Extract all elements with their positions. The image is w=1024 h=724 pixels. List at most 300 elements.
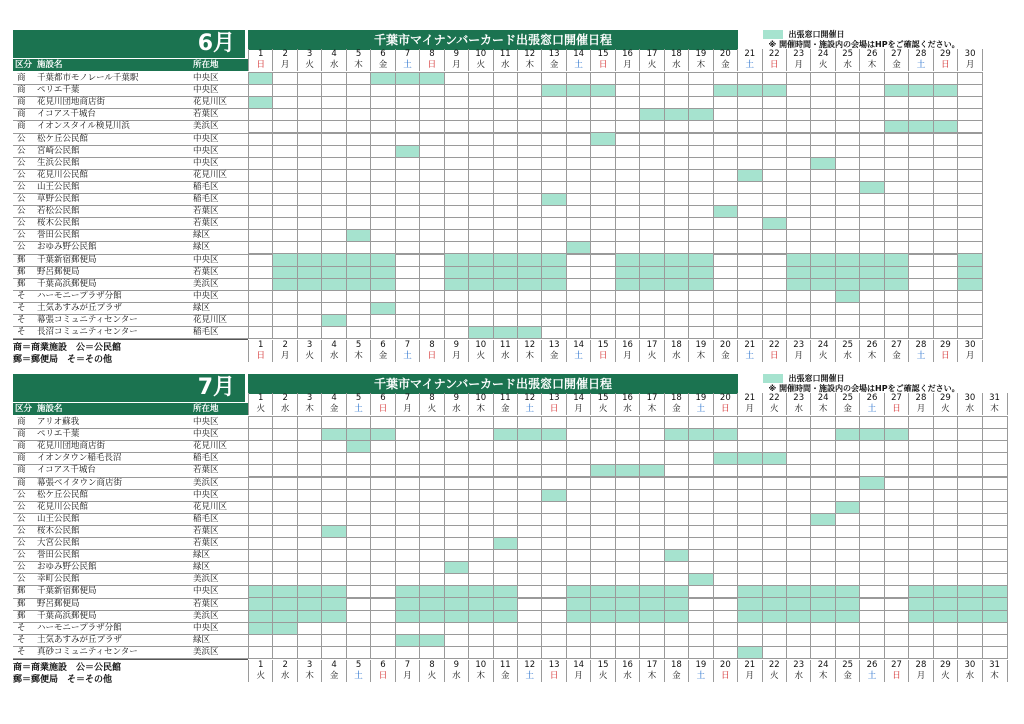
day-cell xyxy=(811,417,835,429)
day-cell xyxy=(860,489,884,501)
facility-row xyxy=(13,646,248,658)
day-cell xyxy=(322,230,346,242)
day-cell xyxy=(860,513,884,525)
day-cell xyxy=(566,169,590,181)
day-cell xyxy=(566,489,590,501)
facility-ward: 美浜区 xyxy=(193,278,219,289)
open-day-cell xyxy=(591,586,615,598)
day-cell xyxy=(664,441,688,453)
open-day-cell xyxy=(811,513,835,525)
day-cell xyxy=(909,73,933,85)
open-day-cell xyxy=(322,429,346,441)
day-cell xyxy=(689,477,713,489)
day-cell xyxy=(762,417,786,429)
day-cell xyxy=(786,121,810,133)
day-cell xyxy=(835,562,859,574)
day-cell xyxy=(566,145,590,157)
day-cell xyxy=(297,157,321,169)
facility-ward: 緑区 xyxy=(193,562,211,573)
weekday: 金 xyxy=(542,351,566,362)
weekday: 金 xyxy=(835,671,859,682)
day-cell xyxy=(762,525,786,537)
day-cell xyxy=(713,525,737,537)
day-number: 18 xyxy=(664,340,688,351)
day-cell xyxy=(958,417,982,429)
day-cell xyxy=(517,465,541,477)
day-number: 4 xyxy=(322,660,346,671)
open-day-cell xyxy=(322,266,346,278)
day-cell xyxy=(591,429,615,441)
weekday: 火 xyxy=(469,351,493,362)
day-cell xyxy=(811,477,835,489)
day-cell xyxy=(762,314,786,326)
day-cell xyxy=(566,157,590,169)
day-cell xyxy=(958,537,982,549)
day-number: 6 xyxy=(371,660,395,671)
day-cell xyxy=(738,489,762,501)
open-day-cell xyxy=(346,429,370,441)
facility-ward: 中央区 xyxy=(193,254,219,265)
day-cell xyxy=(444,206,468,218)
weekday: 土 xyxy=(909,60,933,71)
day-cell xyxy=(884,326,908,338)
weekday: 土 xyxy=(738,351,762,362)
day-cell xyxy=(371,489,395,501)
day-cell xyxy=(933,525,957,537)
day-cell xyxy=(566,206,590,218)
open-day-cell xyxy=(249,610,273,622)
day-cell xyxy=(958,145,983,157)
day-cell xyxy=(762,634,786,646)
facility-row xyxy=(13,169,248,181)
facility-type: 公 xyxy=(17,218,26,229)
facility-name: 誉田公民館 xyxy=(37,550,80,561)
day-cell xyxy=(835,169,859,181)
facility-row xyxy=(13,513,248,525)
day-cell xyxy=(591,574,615,586)
day-cell xyxy=(615,574,639,586)
day-cell xyxy=(664,145,688,157)
day-cell xyxy=(542,181,566,193)
day-cell xyxy=(640,417,664,429)
day-cell xyxy=(420,537,444,549)
day-cell xyxy=(322,465,346,477)
day-cell xyxy=(884,586,908,598)
day-cell xyxy=(835,477,859,489)
day-number: 29 xyxy=(933,660,957,671)
facility-ward: 若葉区 xyxy=(193,465,219,476)
day-cell xyxy=(664,206,688,218)
day-cell xyxy=(591,290,615,302)
day-cell xyxy=(958,73,983,85)
day-cell xyxy=(469,218,493,230)
day-cell xyxy=(371,562,395,574)
open-day-cell xyxy=(542,193,566,205)
day-cell xyxy=(346,646,370,658)
day-cell xyxy=(982,646,1007,658)
day-cell xyxy=(346,326,370,338)
open-day-cell xyxy=(371,302,395,314)
day-cell xyxy=(420,314,444,326)
day-cell xyxy=(249,477,273,489)
day-cell xyxy=(786,441,810,453)
facility-type: そ xyxy=(17,302,26,313)
weekday: 金 xyxy=(713,351,737,362)
facility-type: 公 xyxy=(17,194,26,204)
day-cell xyxy=(982,525,1007,537)
day-cell xyxy=(591,622,615,634)
weekday: 火 xyxy=(933,671,957,682)
day-cell xyxy=(958,562,982,574)
day-cell xyxy=(297,314,321,326)
day-cell xyxy=(811,230,835,242)
day-number: 13 xyxy=(542,340,566,351)
day-cell xyxy=(786,133,810,145)
weekday: 金 xyxy=(493,404,517,415)
day-number: 16 xyxy=(615,660,639,671)
day-cell xyxy=(420,562,444,574)
day-cell xyxy=(884,230,908,242)
day-cell xyxy=(493,525,517,537)
day-cell xyxy=(469,513,493,525)
day-cell xyxy=(958,169,983,181)
day-cell xyxy=(689,417,713,429)
day-cell xyxy=(371,586,395,598)
day-cell xyxy=(835,218,859,230)
open-day-cell xyxy=(371,266,395,278)
day-cell xyxy=(346,489,370,501)
open-day-cell xyxy=(909,85,933,97)
open-day-cell xyxy=(615,465,639,477)
day-cell xyxy=(322,302,346,314)
day-cell xyxy=(835,97,859,109)
day-cell xyxy=(420,230,444,242)
day-cell xyxy=(249,326,273,338)
day-cell xyxy=(689,290,713,302)
weekday: 火 xyxy=(640,351,664,362)
open-day-cell xyxy=(395,145,419,157)
weekday: 日 xyxy=(249,60,273,71)
day-cell xyxy=(566,622,590,634)
day-cell xyxy=(615,525,639,537)
open-day-cell xyxy=(346,230,370,242)
day-cell xyxy=(689,169,713,181)
facility-ward: 花見川区 xyxy=(193,97,228,108)
day-cell xyxy=(591,489,615,501)
day-cell xyxy=(811,133,835,145)
day-cell xyxy=(933,634,957,646)
weekday: 水 xyxy=(615,671,639,682)
open-day-cell xyxy=(664,109,688,121)
day-cell xyxy=(297,465,321,477)
day-cell xyxy=(713,169,737,181)
day-cell xyxy=(517,230,541,242)
day-number: 26 xyxy=(860,393,884,404)
day-cell xyxy=(371,242,395,254)
day-cell xyxy=(713,550,737,562)
day-cell xyxy=(371,121,395,133)
day-cell xyxy=(469,169,493,181)
day-cell xyxy=(860,537,884,549)
day-cell xyxy=(273,453,297,465)
day-number: 23 xyxy=(786,49,810,60)
facility-row xyxy=(13,133,248,145)
day-cell xyxy=(444,121,468,133)
day-cell xyxy=(346,169,370,181)
day-cell xyxy=(640,646,664,658)
weekday: 金 xyxy=(322,671,346,682)
day-cell xyxy=(860,586,884,598)
day-cell xyxy=(469,501,493,513)
open-day-cell xyxy=(958,254,983,266)
open-day-cell xyxy=(591,610,615,622)
day-cell xyxy=(297,477,321,489)
day-cell xyxy=(493,646,517,658)
day-cell xyxy=(346,145,370,157)
day-cell xyxy=(835,513,859,525)
day-number: 25 xyxy=(835,660,859,671)
day-cell xyxy=(517,290,541,302)
day-number: 16 xyxy=(615,393,639,404)
month-label: 6月 xyxy=(13,30,245,58)
day-number: 10 xyxy=(469,393,493,404)
day-cell xyxy=(664,537,688,549)
day-cell xyxy=(884,314,908,326)
day-cell xyxy=(249,278,273,290)
weekday: 木 xyxy=(689,60,713,71)
open-day-cell xyxy=(713,85,737,97)
weekday: 月 xyxy=(958,60,983,71)
day-cell xyxy=(249,634,273,646)
day-cell xyxy=(346,417,370,429)
day-cell xyxy=(762,133,786,145)
weekday: 木 xyxy=(640,671,664,682)
day-cell xyxy=(346,634,370,646)
weekday: 月 xyxy=(273,60,297,71)
day-cell xyxy=(982,574,1007,586)
day-cell xyxy=(664,489,688,501)
weekday: 火 xyxy=(420,671,444,682)
open-day-cell xyxy=(860,181,884,193)
open-day-cell xyxy=(835,501,859,513)
day-cell xyxy=(444,85,468,97)
day-cell xyxy=(835,326,859,338)
day-cell xyxy=(933,537,957,549)
weekday: 月 xyxy=(273,351,297,362)
day-cell xyxy=(297,525,321,537)
weekday: 月 xyxy=(909,404,933,415)
day-cell xyxy=(884,562,908,574)
day-cell xyxy=(322,622,346,634)
day-cell xyxy=(860,97,884,109)
facility-ward: 稲毛区 xyxy=(193,194,219,204)
facility-ward: 緑区 xyxy=(193,550,211,561)
open-day-cell xyxy=(860,477,884,489)
legend-label: 出張窓口開催日 xyxy=(788,374,845,383)
day-cell xyxy=(469,417,493,429)
weekday: 月 xyxy=(615,60,639,71)
day-cell xyxy=(982,441,1007,453)
day-number: 9 xyxy=(444,660,468,671)
open-day-cell xyxy=(738,169,762,181)
day-cell xyxy=(469,646,493,658)
open-day-cell xyxy=(958,586,982,598)
day-cell xyxy=(811,465,835,477)
day-cell xyxy=(469,302,493,314)
day-cell xyxy=(493,157,517,169)
facility-name: 若松公民館 xyxy=(37,206,80,217)
day-cell xyxy=(762,465,786,477)
day-cell xyxy=(395,525,419,537)
day-cell xyxy=(591,206,615,218)
day-cell xyxy=(517,441,541,453)
day-cell xyxy=(346,97,370,109)
day-cell xyxy=(689,550,713,562)
col-name: 施設名 xyxy=(37,404,63,414)
day-cell xyxy=(835,537,859,549)
day-cell xyxy=(933,429,957,441)
facility-name: 千葉都市モノレール千葉駅 xyxy=(37,73,139,83)
day-cell xyxy=(762,242,786,254)
day-cell xyxy=(395,121,419,133)
day-cell xyxy=(811,145,835,157)
day-cell xyxy=(346,610,370,622)
day-number: 26 xyxy=(860,660,884,671)
day-cell xyxy=(909,242,933,254)
day-cell xyxy=(884,145,908,157)
facility-row xyxy=(13,585,248,597)
day-cell xyxy=(395,501,419,513)
day-cell xyxy=(371,598,395,610)
day-cell xyxy=(738,574,762,586)
open-day-cell xyxy=(860,266,884,278)
day-cell xyxy=(591,278,615,290)
day-cell xyxy=(420,477,444,489)
day-cell xyxy=(444,193,468,205)
day-cell xyxy=(884,622,908,634)
day-cell xyxy=(322,193,346,205)
day-cell xyxy=(517,562,541,574)
open-day-cell xyxy=(640,278,664,290)
day-cell xyxy=(420,278,444,290)
day-cell xyxy=(615,193,639,205)
day-cell xyxy=(566,302,590,314)
day-cell xyxy=(297,121,321,133)
day-number: 20 xyxy=(713,49,737,60)
day-cell xyxy=(762,169,786,181)
day-cell xyxy=(346,121,370,133)
day-cell xyxy=(738,622,762,634)
day-cell xyxy=(297,574,321,586)
weekday: 火 xyxy=(297,351,321,362)
weekday: 月 xyxy=(958,351,983,362)
day-cell xyxy=(615,326,639,338)
day-cell xyxy=(444,489,468,501)
open-day-cell xyxy=(444,586,468,598)
day-cell xyxy=(371,513,395,525)
day-number: 8 xyxy=(420,340,444,351)
day-cell xyxy=(958,242,983,254)
facility-row xyxy=(13,525,248,537)
day-cell xyxy=(713,598,737,610)
weekday: 月 xyxy=(395,404,419,415)
day-number: 18 xyxy=(664,49,688,60)
weekday: 木 xyxy=(517,351,541,362)
open-day-cell xyxy=(835,290,859,302)
day-cell xyxy=(738,206,762,218)
day-cell xyxy=(738,157,762,169)
day-cell xyxy=(395,537,419,549)
day-cell xyxy=(958,646,982,658)
day-cell xyxy=(371,417,395,429)
day-cell xyxy=(982,489,1007,501)
day-cell xyxy=(249,501,273,513)
day-cell xyxy=(884,302,908,314)
day-cell xyxy=(395,550,419,562)
facility-row xyxy=(13,537,248,549)
day-cell xyxy=(762,193,786,205)
day-cell xyxy=(738,97,762,109)
day-number: 11 xyxy=(493,393,517,404)
weekday: 日 xyxy=(420,351,444,362)
open-day-cell xyxy=(640,610,664,622)
facility-ward: 若葉区 xyxy=(193,206,219,217)
open-day-cell xyxy=(860,254,884,266)
facility-ward: 中央区 xyxy=(193,586,219,597)
weekday: 月 xyxy=(444,60,468,71)
day-cell xyxy=(297,537,321,549)
day-cell xyxy=(395,441,419,453)
day-cell xyxy=(297,326,321,338)
day-cell xyxy=(835,206,859,218)
day-number: 15 xyxy=(591,340,615,351)
day-cell xyxy=(322,489,346,501)
weekday: 土 xyxy=(395,60,419,71)
facility-name: 大宮公民館 xyxy=(37,538,80,548)
day-cell xyxy=(786,145,810,157)
day-number: 28 xyxy=(909,660,933,671)
day-cell xyxy=(615,646,639,658)
day-cell xyxy=(273,157,297,169)
day-number: 9 xyxy=(444,340,468,351)
day-cell xyxy=(738,109,762,121)
day-cell xyxy=(909,230,933,242)
weekday: 木 xyxy=(811,404,835,415)
facility-row xyxy=(13,489,248,501)
day-cell xyxy=(933,181,957,193)
facility-ward: 中央区 xyxy=(193,157,219,168)
open-day-cell xyxy=(420,610,444,622)
day-cell xyxy=(542,646,566,658)
facility-type: 郵 xyxy=(17,266,26,277)
open-day-cell xyxy=(811,586,835,598)
day-cell xyxy=(664,230,688,242)
day-cell xyxy=(615,441,639,453)
open-day-cell xyxy=(591,465,615,477)
facility-ward: 緑区 xyxy=(193,230,211,241)
open-day-cell xyxy=(542,254,566,266)
day-cell xyxy=(273,206,297,218)
day-cell xyxy=(469,85,493,97)
day-cell xyxy=(395,302,419,314)
day-cell xyxy=(297,109,321,121)
weekday: 木 xyxy=(982,671,1007,682)
facility-row xyxy=(13,573,248,585)
weekday: 土 xyxy=(395,351,419,362)
open-day-cell xyxy=(542,266,566,278)
day-cell xyxy=(322,326,346,338)
facility-name: イオンタウン稲毛長沼 xyxy=(37,453,122,464)
